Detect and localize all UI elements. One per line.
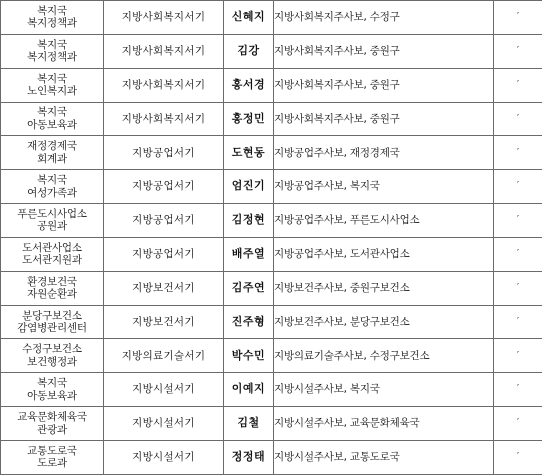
promotion-post-cell: 지방공업주사보, 도서관사업소 (274, 237, 494, 271)
department-division: 도서관지원과 (1, 254, 103, 267)
department-division: 보건행정과 (1, 356, 103, 369)
promotion-post-cell: 지방보건주사보, 분당구보건소 (274, 305, 494, 339)
remark-cell: ′ (494, 170, 542, 204)
department-cell (1, 68, 104, 102)
department-cell (1, 407, 104, 441)
current-grade-cell: 지방보건서기 (104, 305, 224, 339)
employee-name-cell: 김강 (224, 34, 274, 68)
remark-cell: ′ (494, 407, 542, 441)
remark-cell: ′ (494, 68, 542, 102)
promotion-post-cell: 지방보건주사보, 중원구보건소 (274, 271, 494, 305)
current-grade-cell: 지방사회복지서기 (104, 1, 224, 35)
department-division: 복지정책과 (1, 51, 103, 64)
current-grade-cell: 지방공업서기 (104, 136, 224, 170)
department-cell (1, 373, 104, 407)
table-row (1, 204, 542, 238)
remark-cell: ′ (494, 440, 542, 474)
promotion-post-cell: 지방사회복지주사보, 중원구 (274, 68, 494, 102)
department-cell (1, 1, 104, 35)
promotion-post-cell: 지방시설주사보, 복지국 (274, 373, 494, 407)
table-row (1, 34, 542, 68)
table-row (1, 102, 542, 136)
department-cell (1, 237, 104, 271)
current-grade-cell: 지방사회복지서기 (104, 34, 224, 68)
department-division: 관광과 (1, 424, 103, 437)
department-cell (1, 440, 104, 474)
department-cell (1, 102, 104, 136)
department-cell (1, 204, 104, 238)
current-grade-cell: 지방공업서기 (104, 170, 224, 204)
department-division: 도로과 (1, 457, 103, 470)
table-row (1, 136, 542, 170)
remark-cell: ′ (494, 1, 542, 35)
employee-name-cell: 이예지 (224, 373, 274, 407)
department-bureau: 환경보건국 (1, 276, 103, 289)
promotion-post-cell: 지방의료기술주사보, 수정구보건소 (274, 339, 494, 373)
table-row (1, 305, 542, 339)
table-row (1, 407, 542, 441)
employee-name-cell: 엄진기 (224, 170, 274, 204)
department-division: 아동보육과 (1, 390, 103, 403)
department-bureau: 복지국 (1, 377, 103, 390)
department-bureau: 복지국 (1, 73, 103, 86)
promotion-post-cell: 지방사회복지주사보, 수정구 (274, 1, 494, 35)
remark-cell: ′ (494, 204, 542, 238)
remark-cell: ′ (494, 34, 542, 68)
promotion-post-cell: 지방시설주사보, 교통도로국 (274, 440, 494, 474)
table-row (1, 237, 542, 271)
department-division: 공원과 (1, 220, 103, 233)
current-grade-cell: 지방시설서기 (104, 407, 224, 441)
table-row (1, 339, 542, 373)
department-division: 자원순환과 (1, 288, 103, 301)
department-division: 아동보육과 (1, 119, 103, 132)
promotion-post-cell: 지방공업주사보, 재정경제국 (274, 136, 494, 170)
employee-name-cell: 진주형 (224, 305, 274, 339)
promotion-post-cell: 지방사회복지주사보, 중원구 (274, 34, 494, 68)
promotion-post-cell: 지방공업주사보, 복지국 (274, 170, 494, 204)
employee-name-cell: 도현동 (224, 136, 274, 170)
employee-name-cell: 신혜지 (224, 1, 274, 35)
promotion-post-cell: 지방사회복지주사보, 중원구 (274, 102, 494, 136)
remark-cell: ′ (494, 102, 542, 136)
promotion-post-cell: 지방시설주사보, 교육문화체육국 (274, 407, 494, 441)
employee-name-cell: 김주연 (224, 271, 274, 305)
employee-name-cell: 김철 (224, 407, 274, 441)
current-grade-cell: 지방사회복지서기 (104, 102, 224, 136)
table-row (1, 170, 542, 204)
employee-name-cell: 배주열 (224, 237, 274, 271)
department-division: 회계과 (1, 153, 103, 166)
personnel-table-body (1, 1, 542, 475)
table-row (1, 68, 542, 102)
department-bureau: 교통도로국 (1, 445, 103, 458)
current-grade-cell: 지방의료기술서기 (104, 339, 224, 373)
promotion-post-cell: 지방공업주사보, 푸른도시사업소 (274, 204, 494, 238)
department-cell (1, 34, 104, 68)
remark-cell: ′ (494, 339, 542, 373)
remark-cell: ′ (494, 271, 542, 305)
employee-name-cell: 김정현 (224, 204, 274, 238)
remark-cell: ′ (494, 237, 542, 271)
department-bureau: 복지국 (1, 5, 103, 18)
table-row (1, 373, 542, 407)
department-bureau: 분당구보건소 (1, 310, 103, 323)
remark-cell: ′ (494, 373, 542, 407)
employee-name-cell: 홍정민 (224, 102, 274, 136)
department-bureau: 복지국 (1, 106, 103, 119)
employee-name-cell: 박수민 (224, 339, 274, 373)
employee-name-cell: 홍서경 (224, 68, 274, 102)
remark-cell: ′ (494, 305, 542, 339)
table-row (1, 271, 542, 305)
department-cell (1, 136, 104, 170)
department-bureau: 재정경제국 (1, 140, 103, 153)
department-bureau: 복지국 (1, 39, 103, 52)
current-grade-cell: 지방보건서기 (104, 271, 224, 305)
remark-cell: ′ (494, 136, 542, 170)
table-row (1, 1, 542, 35)
department-bureau: 푸른도시사업소 (1, 208, 103, 221)
department-bureau: 복지국 (1, 174, 103, 187)
department-cell (1, 170, 104, 204)
department-cell (1, 271, 104, 305)
department-cell (1, 305, 104, 339)
employee-name-cell: 정정태 (224, 440, 274, 474)
department-division: 노인복지과 (1, 85, 103, 98)
current-grade-cell: 지방공업서기 (104, 204, 224, 238)
department-cell (1, 339, 104, 373)
current-grade-cell: 지방공업서기 (104, 237, 224, 271)
table-row (1, 440, 542, 474)
department-division: 감염병관리센터 (1, 322, 103, 335)
department-bureau: 교육문화체육국 (1, 411, 103, 424)
department-division: 복지정책과 (1, 17, 103, 30)
current-grade-cell: 지방사회복지서기 (104, 68, 224, 102)
current-grade-cell: 지방시설서기 (104, 373, 224, 407)
department-bureau: 도서관사업소 (1, 242, 103, 255)
department-division: 여성가족과 (1, 187, 103, 200)
current-grade-cell: 지방시설서기 (104, 440, 224, 474)
department-bureau: 수정구보건소 (1, 343, 103, 356)
